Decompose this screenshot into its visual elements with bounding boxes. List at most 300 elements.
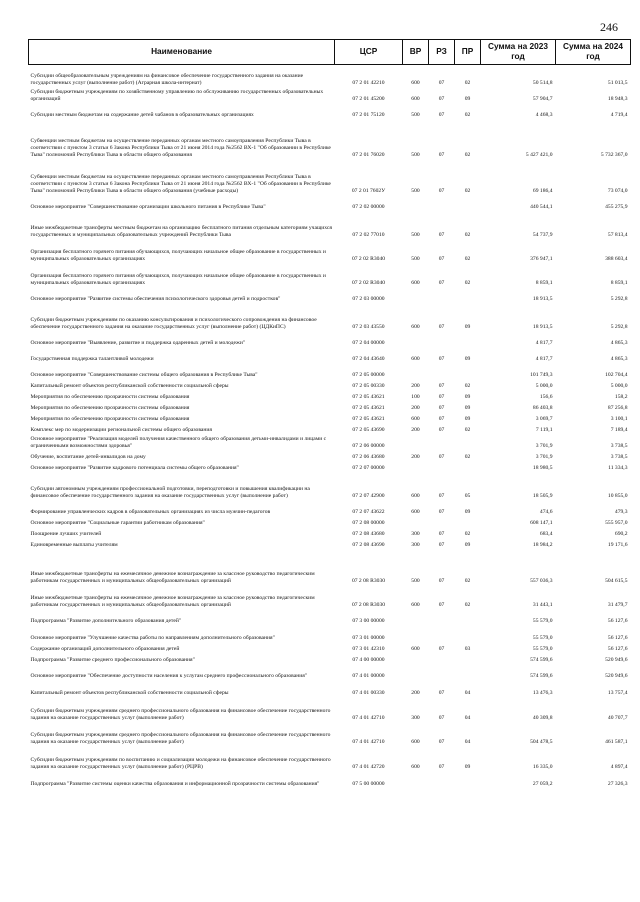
row-pr: 02 <box>464 530 471 537</box>
row-name: Основное мероприятие "Социальные гарантии работникам образования" <box>30 519 205 526</box>
row-name: Организация бесплатного горячего питания обучающихся, получающих начальное общее образование в государственных и муниципальных образовательных организациях <box>30 273 326 286</box>
row-csr: 07 3 00 00000 <box>352 617 385 624</box>
row-csr: 07 2 04 43640 <box>352 355 385 362</box>
row-rz <box>429 363 455 379</box>
row-rz: 07 <box>438 453 445 460</box>
row-name: Субсидии бюджетным учреждениям по воспитанию и социализации молодежи на финансовое обеспечение государственного задания на оказание государственных услуг (выполнение работ) (РЦРВ) <box>30 757 331 770</box>
row-sum-2024: 18 948,3 <box>607 95 628 102</box>
row-rz: 07 <box>438 415 445 422</box>
row-sum-2024: 57 813,4 <box>607 231 628 238</box>
table-row <box>29 331 631 347</box>
row-sum-2024: 504 615,5 <box>605 577 628 584</box>
row-sum-2024: 4 719,4 <box>610 111 628 118</box>
row-name: Капитальный ремонт объектов республиканской собственности социальной сферы <box>30 382 229 389</box>
row-sum-2023: 18 984,2 <box>532 541 553 548</box>
row-name: Субвенции местным бюджетам на осуществление переданных органам местного самоуправления Республики Тыва в соответствии с пунктом 3 статьи 6 Закона Республики Тыва от 21 июня 2014 года №2562 ВХ-1 "Об образовании в Республике Тыва" полномочий Республики Тыва в области общего образования (учебные расходы) <box>30 174 331 194</box>
row-sum-2024: 461 587,1 <box>605 738 628 745</box>
row-rz: 07 <box>438 393 445 400</box>
row-name: Основное мероприятие "Улучшение качества работы по направлениям дополнительного образования" <box>30 634 275 641</box>
row-sum-2024: 5 292,8 <box>610 295 628 302</box>
row-pr: 09 <box>464 323 471 330</box>
row-sum-2023: 5 000,0 <box>535 382 553 389</box>
row-sum-2024: 3 738,5 <box>610 442 628 449</box>
row-pr <box>455 287 481 303</box>
row-name: Комплекс мер по модернизации региональной системы общего образования <box>30 426 212 433</box>
row-csr: 07 2 05 43621 <box>352 404 385 411</box>
row-sum-2023: 474,6 <box>539 508 553 515</box>
row-pr: 05 <box>464 492 471 499</box>
row-name: Субсидии общеобразовательным учреждениям на финансовое обеспечение государственного задания на оказание государственных услуг (выполнение работ) (Аграрная школа-интернат) <box>30 73 304 86</box>
row-vr <box>403 625 429 642</box>
row-vr: 600 <box>411 763 420 770</box>
row-name: Основное мероприятие "Реализация моделей получения качественного общего образования детьми-инвалидами и лицами с ограниченными возможностями здоровья" <box>30 436 327 449</box>
row-rz: 07 <box>438 689 445 696</box>
page-number: 246 <box>600 20 618 34</box>
row-csr: 07 2 01 7602У <box>351 187 386 194</box>
table-row <box>29 87 631 103</box>
row-rz: 07 <box>438 738 445 745</box>
table-row <box>29 461 631 472</box>
row-sum-2023: 13 476,3 <box>532 689 553 696</box>
row-csr: 07 4 01 42710 <box>352 738 385 745</box>
row-rz <box>429 434 455 450</box>
row-sum-2024: 73 074,0 <box>607 187 628 194</box>
row-pr: 09 <box>464 355 471 362</box>
table-row <box>29 412 631 423</box>
row-rz <box>429 609 455 625</box>
table-row <box>29 746 631 771</box>
row-sum-2024: 51 013,5 <box>607 79 628 86</box>
row-sum-2024: 690,2 <box>614 530 628 537</box>
table-row <box>29 401 631 412</box>
row-vr: 600 <box>411 355 420 362</box>
table-row <box>29 549 631 585</box>
row-vr <box>403 287 429 303</box>
table-row <box>29 697 631 722</box>
row-name: Мероприятия по обеспечению прозрачности системы образования <box>30 393 190 400</box>
row-rz: 07 <box>438 530 445 537</box>
row-pr: 09 <box>464 95 471 102</box>
row-name: Поощрение лучших учителей <box>30 530 102 537</box>
budget-table <box>28 39 631 788</box>
row-name: Мероприятия по обеспечению прозрачности системы образования <box>30 415 190 422</box>
row-vr <box>403 331 429 347</box>
row-vr: 500 <box>411 151 420 158</box>
budget-table-container <box>28 39 630 788</box>
row-csr: 07 2 05 00330 <box>352 382 385 389</box>
header-name: Наименование <box>29 40 335 65</box>
row-vr: 300 <box>411 714 420 721</box>
row-sum-2023: 557 036,3 <box>530 577 553 584</box>
table-row <box>29 664 631 680</box>
row-name: Иные межбюджетные трансферты на ежемесячное денежное вознаграждение за классное руководство педагогическим работникам государственных и муниципальных общеобразовательных организаций <box>30 595 315 608</box>
row-rz: 07 <box>438 763 445 770</box>
row-sum-2023: 57 904,7 <box>532 95 553 102</box>
row-name: Подпрограмма "Развитие системы оценки качества образования и информационной прозрачности системы образования" <box>30 780 320 787</box>
row-vr <box>403 516 429 527</box>
row-sum-2024: 479,3 <box>614 508 628 515</box>
table-row <box>29 653 631 664</box>
row-sum-2023: 50 514,8 <box>532 79 553 86</box>
row-csr: 07 3 01 00000 <box>352 634 385 641</box>
header-vr: ВР <box>403 40 429 65</box>
table-row <box>29 680 631 697</box>
row-sum-2024: 10 855,0 <box>607 492 628 499</box>
row-rz: 07 <box>438 714 445 721</box>
row-sum-2023: 574 599,6 <box>530 656 553 663</box>
row-name: Субсидии автономным учреждениям профессиональной подготовки, переподготовки и повышения квалификации на финансовое обеспечение государственного задания на оказание государственных услуг (выполнение работ) <box>30 486 310 499</box>
row-sum-2024: 56 127,6 <box>607 634 628 641</box>
row-sum-2023: 3 069,7 <box>535 415 553 422</box>
row-pr <box>455 516 481 527</box>
row-pr: 02 <box>464 255 471 262</box>
table-row <box>29 195 631 211</box>
row-sum-2023: 4 817,7 <box>535 339 553 346</box>
row-vr: 600 <box>411 645 420 652</box>
row-pr: 02 <box>464 231 471 238</box>
row-csr: 07 4 01 42710 <box>352 714 385 721</box>
row-sum-2023: 8 859,1 <box>535 279 553 286</box>
row-sum-2024: 3 738,5 <box>610 453 628 460</box>
row-sum-2023: 69 186,4 <box>532 187 553 194</box>
row-sum-2023: 27 059,2 <box>532 780 553 787</box>
row-name: Субсидии бюджетным учреждениям по оказанию консультирования и психологического сопровождения на финансовое обеспечение государственного задания на оказание государственных услуг (выполнение работ) (ЦДКиПС) <box>30 317 317 330</box>
row-csr: 07 2 02 77010 <box>352 231 385 238</box>
table-row <box>29 390 631 401</box>
row-vr <box>403 771 429 788</box>
row-rz: 07 <box>438 187 445 194</box>
row-rz <box>429 664 455 680</box>
row-csr: 07 2 07 42900 <box>352 492 385 499</box>
row-csr: 07 2 08 R3030 <box>351 577 386 584</box>
header-csr: ЦСР <box>335 40 403 65</box>
row-pr: 02 <box>464 382 471 389</box>
row-sum-2023: 3 701,9 <box>535 442 553 449</box>
row-pr <box>455 461 481 472</box>
row-csr: 07 2 08 43680 <box>352 530 385 537</box>
table-row <box>29 363 631 379</box>
row-sum-2023: 4 468,3 <box>535 111 553 118</box>
row-pr: 02 <box>464 111 471 118</box>
row-csr: 07 4 00 00000 <box>352 656 385 663</box>
row-rz: 07 <box>438 279 445 286</box>
row-csr: 07 4 01 00330 <box>352 689 385 696</box>
row-vr: 600 <box>411 738 420 745</box>
row-name: Организация бесплатного горячего питания обучающихся, получающих начальное общее образование в государственных и муниципальных образовательных организациях <box>30 249 326 262</box>
row-csr: 07 2 07 00000 <box>352 464 385 471</box>
row-vr <box>403 653 429 664</box>
row-sum-2023: 574 599,6 <box>530 672 553 679</box>
table-row <box>29 239 631 263</box>
row-sum-2023: 54 737,9 <box>532 231 553 238</box>
row-rz: 07 <box>438 541 445 548</box>
row-rz <box>429 287 455 303</box>
row-sum-2023: 4 817,7 <box>535 355 553 362</box>
row-sum-2024: 102 704,4 <box>605 371 628 378</box>
row-csr: 07 2 05 00000 <box>352 371 385 378</box>
row-rz: 07 <box>438 231 445 238</box>
row-vr: 200 <box>411 404 420 411</box>
row-name: Основное мероприятие "Развитие системы обеспечения психологического здоровья детей и подростков" <box>30 295 281 302</box>
table-row <box>29 771 631 788</box>
row-sum-2023: 5 427 421,0 <box>525 151 553 158</box>
row-vr: 200 <box>411 689 420 696</box>
row-sum-2024: 56 127,6 <box>607 645 628 652</box>
row-csr: 07 3 01 42310 <box>352 645 385 652</box>
table-row <box>29 722 631 746</box>
row-csr: 07 2 02 R3040 <box>351 255 386 262</box>
header-sum-2024: Сумма на 2024 год <box>556 40 631 65</box>
row-vr <box>403 434 429 450</box>
row-vr: 500 <box>411 187 420 194</box>
row-name: Основное мероприятие "Развитие кадрового потенциала системы общего образования" <box>30 464 239 471</box>
row-csr: 07 2 04 00000 <box>352 339 385 346</box>
row-vr: 600 <box>411 79 420 86</box>
row-sum-2023: 18 980,5 <box>532 464 553 471</box>
row-name: Подпрограмма "Развитие среднего профессионального образования" <box>30 656 195 663</box>
row-sum-2024: 8 859,1 <box>610 279 628 286</box>
row-sum-2023: 18 505,9 <box>532 492 553 499</box>
row-csr: 07 2 06 00000 <box>352 442 385 449</box>
row-name: Обучение, воспитание детей-инвалидов на дому <box>30 453 146 460</box>
row-sum-2024: 4 865,3 <box>610 339 628 346</box>
row-name: Формирование управленческих кадров в образовательных организациях из числа мужчин-педагогов <box>30 508 271 515</box>
row-pr <box>455 771 481 788</box>
row-pr <box>455 653 481 664</box>
table-row <box>29 450 631 461</box>
row-vr: 500 <box>411 231 420 238</box>
row-sum-2023: 156,6 <box>539 393 553 400</box>
row-vr: 300 <box>411 541 420 548</box>
row-pr: 02 <box>464 453 471 460</box>
row-pr: 09 <box>464 415 471 422</box>
row-rz: 07 <box>438 492 445 499</box>
row-vr: 500 <box>411 111 420 118</box>
row-csr: 07 2 06 43680 <box>352 453 385 460</box>
row-name: Государственная поддержка талантливой молодежи <box>30 355 154 362</box>
row-pr: 04 <box>464 714 471 721</box>
row-name: Субсидии местным бюджетам на содержание детей чабанов в образовательных организациях <box>30 111 254 118</box>
row-sum-2023: 40 309,8 <box>532 714 553 721</box>
table-row <box>29 303 631 331</box>
row-name: Субсидии бюджетным учреждениям среднего профессионального образования на финансовое обеспечение государственного задания на оказание государственных услуг (выполнение работ) <box>30 708 331 721</box>
table-row <box>29 625 631 642</box>
row-sum-2023: 55 579,0 <box>532 645 553 652</box>
table-row <box>29 516 631 527</box>
row-vr <box>403 363 429 379</box>
row-name: Субвенции местным бюджетам на осуществление переданных органам местного самоуправления Республики Тыва в соответствии с пунктом 3 статьи 6 Закона Республики Тыва от 21 июня 2014 года №2562 ВХ-1 "Об образовании в Республике Тыва" полномочий Республики Тыва в области общего образования <box>30 138 331 158</box>
header-pr: ПР <box>455 40 481 65</box>
row-pr <box>455 363 481 379</box>
row-sum-2024: 4 897,4 <box>610 763 628 770</box>
row-name: Основное мероприятие "Обеспечение доступности населения к услугам среднего профессионального образования" <box>30 672 308 679</box>
row-name: Основное мероприятие "Совершенствование организации школьного питания в Республике Тыва" <box>30 203 266 210</box>
row-sum-2023: 16 335,0 <box>532 763 553 770</box>
row-sum-2024: 31 479,7 <box>607 601 628 608</box>
row-sum-2024: 87 256,8 <box>607 404 628 411</box>
row-sum-2023: 55 579,0 <box>532 634 553 641</box>
row-sum-2024: 40 707,7 <box>607 714 628 721</box>
row-rz: 07 <box>438 355 445 362</box>
row-csr: 07 4 01 42720 <box>352 763 385 770</box>
row-csr: 07 2 01 45200 <box>352 95 385 102</box>
row-csr: 07 4 01 00000 <box>352 672 385 679</box>
row-name: Капитальный ремонт объектов республиканской собственности социальной сферы <box>30 689 229 696</box>
row-name: Иные межбюджетные трансферты местным бюджетам на организацию бесплатного питания отдельным категориям учащихся государственных и муниципальных образовательных учреждений Республики Тыва <box>30 225 332 238</box>
row-pr <box>455 625 481 642</box>
row-pr: 04 <box>464 738 471 745</box>
row-name: Единовременные выплаты учителям <box>30 541 118 548</box>
table-row <box>29 472 631 500</box>
row-name: Основное мероприятие "Выявление, развитие и поддержка одаренных детей и молодежи" <box>30 339 246 346</box>
row-sum-2024: 3 100,1 <box>610 415 628 422</box>
row-sum-2024: 520 949,6 <box>605 656 628 663</box>
row-name: Содержание организаций дополнительного образования детей <box>30 645 180 652</box>
row-pr: 09 <box>464 508 471 515</box>
row-name: Субсидии бюджетным учреждениям по хозяйственному управлению по обслуживанию государственных образовательных организаций <box>30 89 324 102</box>
row-sum-2023: 31 443,1 <box>532 601 553 608</box>
row-name: Мероприятия по обеспечению прозрачности системы образования <box>30 404 190 411</box>
row-rz: 07 <box>438 577 445 584</box>
row-pr: 02 <box>464 79 471 86</box>
table-row <box>29 287 631 303</box>
row-rz: 07 <box>438 601 445 608</box>
row-sum-2023: 101 749,3 <box>530 371 553 378</box>
row-rz <box>429 625 455 642</box>
row-sum-2024: 388 603,4 <box>605 255 628 262</box>
row-pr <box>455 609 481 625</box>
row-sum-2024: 5 292,8 <box>610 323 628 330</box>
row-rz: 07 <box>438 255 445 262</box>
row-pr: 02 <box>464 187 471 194</box>
table-row <box>29 585 631 609</box>
row-vr: 600 <box>411 415 420 422</box>
row-vr: 200 <box>411 453 420 460</box>
row-vr: 600 <box>411 95 420 102</box>
row-rz: 07 <box>438 404 445 411</box>
row-pr: 02 <box>464 577 471 584</box>
row-pr <box>455 331 481 347</box>
row-vr <box>403 195 429 211</box>
row-vr <box>403 664 429 680</box>
row-sum-2023: 440 544,1 <box>530 203 553 210</box>
row-sum-2023: 86 403,8 <box>532 404 553 411</box>
row-rz: 07 <box>438 95 445 102</box>
row-vr: 500 <box>411 255 420 262</box>
row-pr: 09 <box>464 763 471 770</box>
row-vr: 200 <box>411 382 420 389</box>
row-sum-2024: 13 757,4 <box>607 689 628 696</box>
row-csr: 07 2 01 42210 <box>352 79 385 86</box>
row-pr: 09 <box>464 393 471 400</box>
row-pr <box>455 664 481 680</box>
row-sum-2024: 27 326,3 <box>607 780 628 787</box>
row-vr: 200 <box>411 426 420 433</box>
row-csr: 07 2 05 43621 <box>352 393 385 400</box>
row-sum-2024: 5 000,0 <box>610 382 628 389</box>
row-sum-2023: 504 478,5 <box>530 738 553 745</box>
table-row <box>29 500 631 516</box>
row-pr: 04 <box>464 689 471 696</box>
row-csr: 07 2 08 R3030 <box>351 601 386 608</box>
table-row <box>29 103 631 119</box>
row-name: Основное мероприятие "Совершенствование системы общего образования в Республике Тыва" <box>30 371 258 378</box>
row-name: Подпрограмма "Развитие дополнительного образования детей" <box>30 617 182 624</box>
row-csr: 07 2 02 R3040 <box>351 279 386 286</box>
row-csr: 07 2 08 00000 <box>352 519 385 526</box>
row-sum-2024: 5 732 367,0 <box>600 151 628 158</box>
table-row <box>29 423 631 434</box>
row-pr: 09 <box>464 404 471 411</box>
row-pr: 02 <box>464 601 471 608</box>
row-csr: 07 2 07 43622 <box>352 508 385 515</box>
row-name: Иные межбюджетные трансферты на ежемесячное денежное вознаграждение за классное руководство педагогическим работникам государственных и муниципальных общеобразовательных организаций <box>30 571 315 584</box>
row-vr: 600 <box>411 601 420 608</box>
row-sum-2024: 56 127,6 <box>607 617 628 624</box>
row-csr: 07 2 03 00000 <box>352 295 385 302</box>
table-row <box>29 538 631 549</box>
row-rz <box>429 461 455 472</box>
row-rz: 07 <box>438 508 445 515</box>
row-vr: 100 <box>411 393 420 400</box>
row-csr: 07 2 01 76020 <box>352 151 385 158</box>
table-row <box>29 159 631 195</box>
table-row <box>29 379 631 390</box>
table-row <box>29 434 631 450</box>
row-sum-2023: 55 579,0 <box>532 617 553 624</box>
row-rz: 07 <box>438 111 445 118</box>
row-rz <box>429 771 455 788</box>
row-vr <box>403 609 429 625</box>
row-pr: 03 <box>464 645 471 652</box>
row-vr: 600 <box>411 508 420 515</box>
row-csr: 07 2 01 75120 <box>352 111 385 118</box>
row-rz: 07 <box>438 151 445 158</box>
row-rz <box>429 331 455 347</box>
row-vr: 600 <box>411 323 420 330</box>
row-rz: 07 <box>438 323 445 330</box>
row-sum-2024: 7 189,4 <box>610 426 628 433</box>
row-sum-2023: 7 119,1 <box>535 426 553 433</box>
row-rz <box>429 516 455 527</box>
row-sum-2023: 18 913,5 <box>532 323 553 330</box>
row-sum-2024: 158,2 <box>614 393 628 400</box>
row-sum-2023: 376 947,1 <box>530 255 553 262</box>
row-name: Субсидии бюджетным учреждениям среднего профессионального образования на финансовое обеспечение государственного задания на оказание государственных услуг (выполнение работ) <box>30 732 331 745</box>
row-pr <box>455 434 481 450</box>
row-pr: 02 <box>464 151 471 158</box>
table-row <box>29 263 631 287</box>
row-rz <box>429 195 455 211</box>
row-pr <box>455 195 481 211</box>
row-sum-2023: 608 147,1 <box>530 519 553 526</box>
table-row <box>29 347 631 363</box>
row-pr: 02 <box>464 426 471 433</box>
row-vr <box>403 461 429 472</box>
row-sum-2024: 520 949,6 <box>605 672 628 679</box>
row-rz: 07 <box>438 79 445 86</box>
row-sum-2024: 19 171,6 <box>607 541 628 548</box>
row-sum-2024: 555 957,0 <box>605 519 628 526</box>
row-sum-2024: 4 865,3 <box>610 355 628 362</box>
row-sum-2024: 11 334,3 <box>608 464 628 471</box>
row-csr: 07 2 03 43550 <box>352 323 385 330</box>
row-sum-2024: 455 275,9 <box>605 203 628 210</box>
row-rz <box>429 653 455 664</box>
table-row <box>29 211 631 239</box>
row-rz: 07 <box>438 645 445 652</box>
row-rz: 07 <box>438 382 445 389</box>
